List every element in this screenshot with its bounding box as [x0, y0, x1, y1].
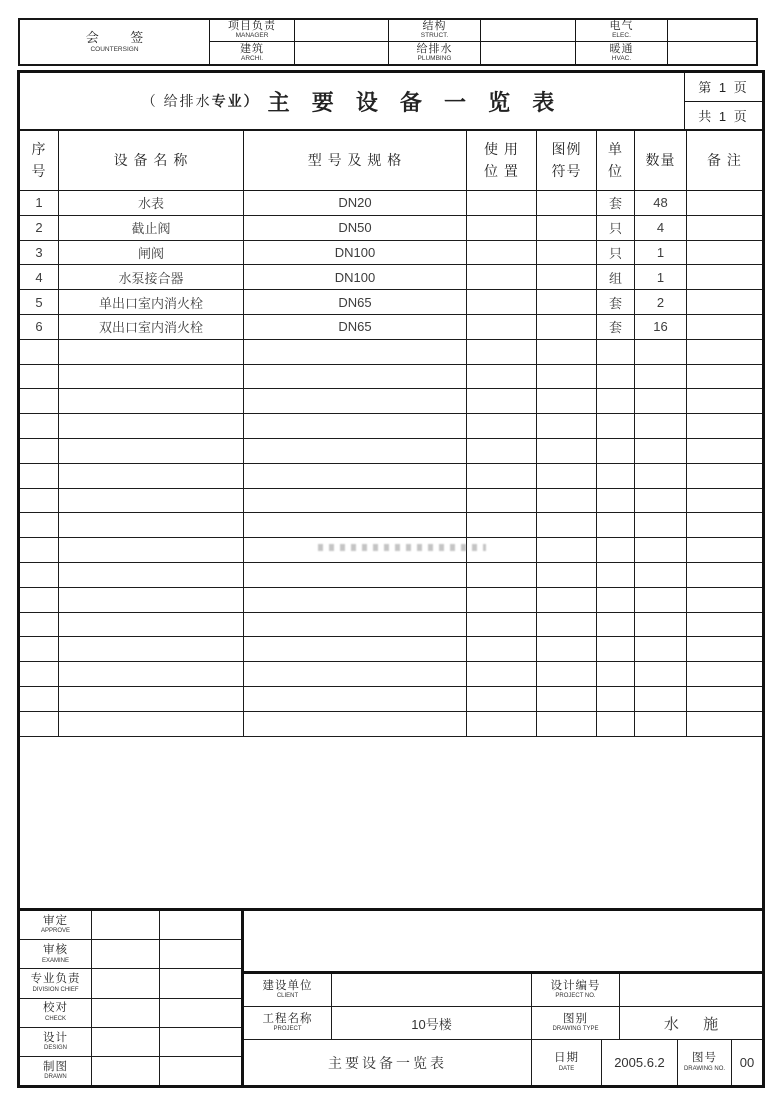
design-no-value [620, 974, 762, 1006]
table-row: 6 双出口室内消火栓 DN65 套 16 [20, 315, 762, 340]
page-current: 第 1 页 [685, 73, 762, 102]
table-row: 3 闸阀 DN100 只 1 [20, 241, 762, 266]
signature-row-division-chief: 专业负责 DIVISION CHIEF [20, 969, 241, 998]
hvac-label-cell: 暖通 HVAC. [575, 42, 667, 64]
col-header-qty: 数量 [635, 131, 687, 190]
table-row [20, 489, 762, 514]
signature-row-drawn: 制图 DRAWN [20, 1057, 241, 1085]
drawing-title: 主要设备一览表 [244, 1040, 532, 1085]
table-row: 2 截止阀 DN50 只 4 [20, 216, 762, 241]
empty-rows [20, 340, 762, 737]
table-row [20, 365, 762, 390]
countersign-cell [20, 20, 209, 64]
signature-row-approve: 审定 APPROVE [20, 911, 241, 940]
date-label-cell: 日期 DATE [532, 1040, 602, 1085]
table-row [20, 613, 762, 638]
client-value [332, 974, 532, 1006]
col-header-unit: 单 位 [597, 131, 635, 190]
signature-row-check: 校对 CHECK [20, 999, 241, 1028]
project-row [244, 1007, 762, 1040]
archi-label-cell: 建筑 ARCHI. [209, 42, 294, 64]
elec-label-cell: 电气 ELEC. [575, 20, 667, 42]
col-header-name: 设 备 名 称 [59, 131, 244, 190]
plumbing-label-cell: 给排水 PLUMBING [388, 42, 480, 64]
col-header-no: 序 号 [20, 131, 59, 190]
table-row [20, 414, 762, 439]
countersign-label: 会 签 [85, 29, 158, 45]
table-row [20, 637, 762, 662]
design-no-label-cell: 设计编号 PROJECT NO. [532, 974, 620, 1006]
client-label-cell: 建设单位 CLIENT [244, 974, 332, 1006]
table-row [20, 563, 762, 588]
project-value: 10号楼 [332, 1007, 532, 1039]
table-row [20, 662, 762, 687]
signature-row-examine: 审核 EXAMINE [20, 940, 241, 969]
sheet-no-value: 00 [739, 1055, 755, 1070]
table-row [20, 588, 762, 613]
equipment-table [20, 131, 762, 737]
countersign-block [18, 18, 758, 66]
date-value: 2005.6.2 [602, 1040, 678, 1085]
table-row [20, 439, 762, 464]
page-title: 主 要 设 备 一 览 表 [267, 89, 563, 115]
client-row [244, 974, 762, 1007]
main-frame [17, 70, 765, 1088]
table-row [20, 513, 762, 538]
manager-value-cell [294, 20, 388, 42]
table-row [20, 464, 762, 489]
archi-value-cell [294, 42, 388, 64]
title-prefix-bold: 专业） [211, 93, 260, 109]
col-header-note: 备 注 [707, 151, 742, 168]
col-header-location: 使 用 位 置 [467, 131, 537, 190]
title-block [20, 908, 762, 1085]
table-row [20, 687, 762, 712]
struct-label-cell: 结构 STRUCT. [388, 20, 480, 42]
table-row [20, 340, 762, 365]
col-header-symbol: 图例 符号 [537, 131, 597, 190]
sheet-no-label-cell: 图号 DRAWING NO. [678, 1040, 732, 1085]
col-header-model: 型 号 及 规 格 [244, 131, 467, 190]
table-row: 4 水泵接合器 DN100 组 1 [20, 265, 762, 290]
page-total: 共 1 页 [698, 108, 749, 124]
plumbing-value-cell [480, 42, 575, 64]
title-prefix: （ 给排水 [141, 93, 212, 109]
signature-column [20, 911, 244, 1085]
table-row [20, 538, 762, 563]
elec-value-cell [667, 20, 756, 42]
table-row: 5 单出口室内消火栓 DN65 套 2 [20, 290, 762, 315]
project-info-column [244, 911, 762, 1085]
struct-value-cell [480, 20, 575, 42]
hvac-value-cell [667, 42, 756, 64]
table-row [20, 712, 762, 737]
title-row [20, 73, 762, 131]
category-label-cell: 图别 DRAWING TYPE [532, 1007, 620, 1039]
blank-cell [244, 911, 762, 974]
project-label-cell: 工程名称 PROJECT [244, 1007, 332, 1039]
drawing-title-row [244, 1040, 762, 1085]
table-row: 1 水表 DN20 套 48 [20, 191, 762, 216]
category-value: 水 施 [663, 1015, 729, 1033]
table-row [20, 389, 762, 414]
countersign-label-en: COUNTERSIGN [90, 46, 139, 54]
signature-row-design: 设计 DESIGN [20, 1028, 241, 1057]
table-header-row [20, 131, 762, 191]
page-number-box [684, 73, 762, 129]
manager-label-cell: 项目负责 MANAGER [209, 20, 294, 42]
